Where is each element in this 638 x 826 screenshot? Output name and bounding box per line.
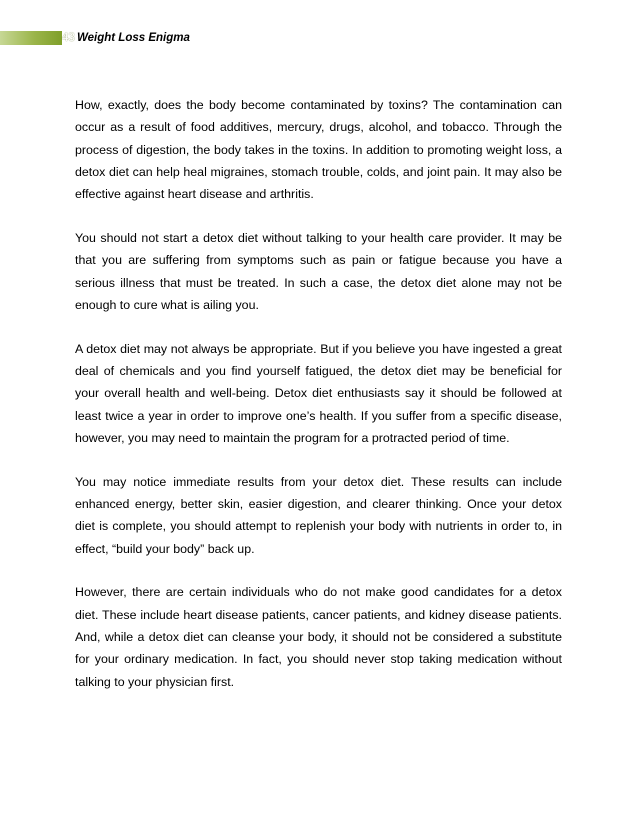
header-accent-bar: [0, 31, 62, 45]
paragraph-candidates: However, there are certain individuals who do not make good candidates for a detox diet. These include heart disease patients, cancer patients, and kidney disease patients. And, while a detox diet can cleanse your body, it should not be considered a substitute for your ordinary medication. In fact, you should never stop taking medication without talking to your physician first.: [75, 585, 562, 689]
paragraph-appropriateness: A detox diet may not always be appropriate. But if you believe you have ingested a great deal of chemicals and you find yourself fatigued, the detox diet may be beneficial for your overall health and well-being. Detox diet enthusiasts say it should be followed at least twice a year in order to improve one’s health. If you suffer from a specific disease, however, you may need to maintain the program for a protracted period of time.: [75, 341, 562, 445]
page-header: [0, 28, 260, 48]
paragraph-toxins: How, exactly, does the body become contaminated by toxins? The contamination can occur as a result of food additives, mercury, drugs, alcohol, and tobacco. Through the process of digestion, the body takes in the toxins. In addition to promoting weight loss, a detox diet can help heal migraines, stomach trouble, colds, and joint pain. It may also be effective against heart disease and arthritis.: [75, 98, 562, 202]
paragraph-consult-provider: You should not start a detox diet without talking to your health care provider. It may be that you are suffering from symptoms such as pain or fatigue because you have a serious illness that must be treated. In such a case, the detox diet alone may not be enough to cure what is ailing you.: [75, 230, 562, 312]
paragraph-results: You may notice immediate results from your detox diet. These results can include enhanced energy, better skin, easier digestion, and clearer thinking. Once your detox diet is complete, you should attempt to replenish your body with nutrients in order to, in effect, “build your body” back up.: [75, 474, 562, 556]
page-body: [75, 94, 562, 714]
page-number: 43: [62, 32, 75, 44]
book-title: Weight Loss Enigma: [77, 32, 190, 44]
